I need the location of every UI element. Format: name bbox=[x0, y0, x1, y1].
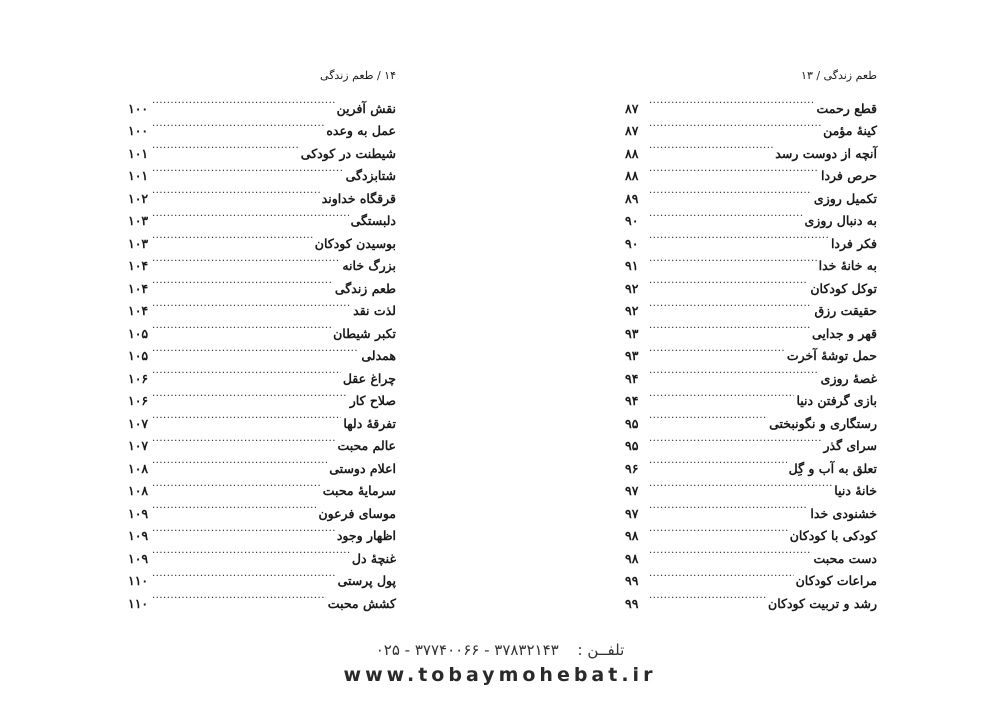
toc-entry-page: ۱۰۱ bbox=[128, 168, 149, 183]
toc-list bbox=[625, 90, 877, 611]
dot-leader bbox=[649, 360, 819, 383]
dot-leader bbox=[649, 563, 794, 586]
toc-entry-page: ۱۰۶ bbox=[128, 393, 149, 408]
toc-entry-title: غنچهٔ دل bbox=[351, 550, 396, 566]
toc-entry-title: اظهار وجود bbox=[336, 528, 396, 543]
dot-leader bbox=[152, 495, 316, 518]
toc-entry-page: ۱۰۸ bbox=[128, 460, 149, 476]
dot-leader bbox=[649, 315, 810, 338]
toc-entry-page: ۱۰۷ bbox=[128, 438, 149, 453]
toc-entry-title: آنچه از دوست رسد bbox=[775, 145, 877, 161]
toc-entry-page: ۱۰۹ bbox=[128, 550, 149, 566]
dot-leader bbox=[649, 518, 788, 541]
toc-entry-title: عمل به وعده bbox=[326, 123, 396, 138]
toc-entry-page: ۹۵ bbox=[625, 438, 639, 453]
toc-entry-page: ۱۰۵ bbox=[128, 325, 149, 341]
toc-entry-title: کودکی با کودکان bbox=[789, 528, 877, 543]
toc-entry-title: به دنبال روزی bbox=[804, 213, 877, 228]
toc-entry-title: چراغ عقل bbox=[342, 370, 396, 386]
toc-entry-page: ۹۴ bbox=[625, 370, 639, 386]
toc-entry-page: ۱۰۷ bbox=[128, 415, 149, 431]
toc-entry-title: قرقگاه خداوند bbox=[321, 190, 396, 206]
toc-entry-title: تکمیل روزی bbox=[813, 190, 877, 206]
toc-entry-title: عالم محبت bbox=[337, 438, 396, 453]
dot-leader bbox=[152, 90, 335, 113]
toc-entry-page: ۱۰۴ bbox=[128, 280, 149, 296]
toc-entry-page: ۸۹ bbox=[625, 190, 639, 206]
dot-leader bbox=[152, 450, 327, 473]
toc-entry-page: ۸۸ bbox=[625, 168, 639, 183]
toc-entry-page: ۹۳ bbox=[625, 348, 639, 363]
dot-leader bbox=[152, 203, 349, 226]
dot-leader bbox=[152, 473, 321, 496]
dot-leader bbox=[649, 203, 803, 226]
toc-entry-title: مراعات کودکان bbox=[795, 573, 877, 588]
toc-entry-title: رستگاری و نگونبختی bbox=[769, 415, 877, 431]
toc-entry-page: ۱۰۳ bbox=[128, 213, 149, 228]
toc-entry-title: شتابزدگی bbox=[345, 168, 396, 183]
dot-leader bbox=[152, 428, 335, 451]
toc-entry-title: تفرقهٔ دلها bbox=[343, 415, 396, 431]
dot-leader bbox=[152, 270, 333, 293]
page-header: ۱۴ / طعم زندگی bbox=[320, 69, 396, 82]
toc-entry-page: ۱۰۴ bbox=[128, 303, 149, 318]
toc-entry-page: ۹۸ bbox=[625, 550, 639, 566]
dot-leader bbox=[152, 180, 320, 203]
toc-entry-title: حقیقت رزق bbox=[814, 303, 877, 318]
dot-leader bbox=[152, 248, 340, 271]
toc-entry-page: ۹۷ bbox=[625, 483, 639, 498]
toc-entry-page: ۱۰۶ bbox=[128, 370, 149, 386]
toc-entry-title: همدلی bbox=[361, 348, 396, 363]
toc-entry-title: سرای گذر bbox=[823, 438, 877, 453]
dot-leader bbox=[152, 405, 341, 428]
toc-entry bbox=[625, 90, 877, 116]
toc-entry-title: دلبستگی bbox=[350, 213, 396, 228]
toc-entry-title: قطع رحمت bbox=[816, 100, 877, 116]
dot-leader bbox=[152, 293, 351, 316]
toc-entry-title: نقش آفرین bbox=[336, 100, 396, 116]
toc-entry-title: طعم زندگی bbox=[334, 280, 396, 296]
toc-entry-page: ۱۰۸ bbox=[128, 483, 149, 498]
toc-entry-title: پول پرستی bbox=[337, 573, 396, 588]
dot-leader bbox=[649, 113, 821, 136]
toc-entry-title: موسای فرعون bbox=[318, 505, 396, 521]
toc-entry-page: ۹۴ bbox=[625, 393, 639, 408]
dot-leader bbox=[152, 563, 336, 586]
toc-entry-title: فکر فردا bbox=[830, 235, 877, 251]
dot-leader bbox=[152, 585, 326, 608]
toc-entry-title: حمل توشهٔ آخرت bbox=[786, 348, 877, 363]
toc-entry bbox=[128, 338, 396, 361]
right-page bbox=[625, 68, 877, 611]
toc-entry-page: ۹۰ bbox=[625, 235, 639, 251]
dot-leader bbox=[152, 383, 348, 406]
toc-entry-page: ۱۱۰ bbox=[128, 573, 149, 588]
toc-entry-title: به خانهٔ خدا bbox=[818, 258, 877, 273]
toc-entry-page: ۹۳ bbox=[625, 325, 639, 341]
dot-leader bbox=[649, 270, 808, 293]
toc-entry-title: لذت نقد bbox=[353, 303, 396, 318]
toc-entry-title: اعلام دوستی bbox=[329, 460, 396, 476]
dot-leader bbox=[152, 225, 313, 248]
footer-phone bbox=[0, 641, 1000, 659]
toc-entry-page: ۹۵ bbox=[625, 415, 639, 431]
toc-entry-page: ۱۰۰ bbox=[128, 100, 149, 116]
dot-leader bbox=[649, 338, 785, 361]
dot-leader bbox=[649, 495, 808, 518]
toc-entry-page: ۹۹ bbox=[625, 573, 639, 588]
dot-leader bbox=[152, 360, 341, 383]
left-page bbox=[128, 68, 396, 611]
dot-leader bbox=[649, 428, 821, 451]
phone-label: تلفــن : bbox=[577, 641, 625, 659]
toc-entry-title: دست محبت bbox=[813, 550, 877, 566]
toc-entry-title: توکل کودکان bbox=[810, 280, 877, 296]
toc-entry-page: ۱۰۹ bbox=[128, 528, 149, 543]
toc-entry-page: ۱۰۱ bbox=[128, 145, 149, 161]
toc-entry-page: ۹۱ bbox=[625, 258, 639, 273]
toc-entry-title: شیطنت در کودکی bbox=[300, 145, 396, 161]
dot-leader bbox=[152, 338, 359, 361]
toc-entry-page: ۱۰۰ bbox=[128, 123, 149, 138]
toc-entry-page: ۱۰۳ bbox=[128, 235, 149, 251]
toc-entry-title: بوسیدن کودکان bbox=[314, 235, 396, 251]
toc-entry-page: ۹۰ bbox=[625, 213, 639, 228]
toc-entry-title: خشنودی خدا bbox=[810, 505, 877, 521]
toc-list bbox=[128, 90, 396, 611]
toc-entry-title: صلاح کار bbox=[349, 393, 396, 408]
toc-entry-title: بزرگ خانه bbox=[342, 258, 396, 273]
dot-leader bbox=[152, 518, 335, 541]
toc-entry-page: ۸۷ bbox=[625, 123, 639, 138]
phone-numbers: ۳۷۸۳۲۱۴۳ - ۳۷۷۴۰۰۶۶ - ۰۲۵ bbox=[375, 641, 559, 659]
dot-leader bbox=[649, 135, 773, 158]
dot-leader bbox=[649, 383, 794, 406]
dot-leader bbox=[152, 540, 350, 563]
toc-entry-page: ۹۶ bbox=[625, 460, 639, 476]
dot-leader bbox=[649, 248, 817, 271]
dot-leader bbox=[152, 135, 299, 158]
toc-entry-title: تعلق به آب و گِل bbox=[788, 460, 877, 476]
toc-entry-page: ۱۰۲ bbox=[128, 190, 149, 206]
dot-leader bbox=[649, 405, 767, 428]
footer-website[interactable]: www.tobaymohebat.ir bbox=[343, 664, 657, 686]
toc-entry bbox=[128, 90, 396, 116]
dot-leader bbox=[152, 158, 344, 181]
toc-entry-page: ۹۹ bbox=[625, 595, 639, 611]
dot-leader bbox=[649, 540, 812, 563]
toc-entry-title: بازی گرفتن دنیا bbox=[796, 393, 877, 408]
toc-entry-page: ۸۸ bbox=[625, 145, 639, 161]
toc-entry-title: حرص فردا bbox=[821, 168, 877, 183]
toc-entry-page: ۱۰۴ bbox=[128, 258, 149, 273]
toc-entry-page: ۹۸ bbox=[625, 528, 639, 543]
toc-entry-page: ۱۱۰ bbox=[128, 595, 149, 611]
dot-leader bbox=[152, 315, 331, 338]
toc-entry-page: ۱۰۹ bbox=[128, 505, 149, 521]
toc-entry bbox=[128, 360, 396, 386]
dot-leader bbox=[152, 113, 324, 136]
dot-leader bbox=[649, 225, 829, 248]
toc-entry-page: ۱۰۵ bbox=[128, 348, 149, 363]
dot-leader bbox=[649, 293, 812, 316]
page-header: طعم زندگی / ۱۳ bbox=[801, 69, 877, 82]
dot-leader bbox=[649, 473, 832, 496]
dot-leader bbox=[649, 90, 815, 113]
toc-entry-page: ۹۷ bbox=[625, 505, 639, 521]
dot-leader bbox=[649, 180, 812, 203]
toc-entry-page: ۸۷ bbox=[625, 100, 639, 116]
toc-entry-page: ۹۲ bbox=[625, 280, 639, 296]
toc-entry-title: کینهٔ مؤمن bbox=[823, 123, 877, 138]
toc-entry-title: کشش محبت bbox=[327, 595, 396, 611]
toc-entry-title: رشد و تربیت کودکان bbox=[768, 595, 877, 611]
dot-leader bbox=[649, 450, 787, 473]
toc-entry-title: خانهٔ دنیا bbox=[834, 483, 877, 498]
dot-leader bbox=[649, 585, 766, 608]
toc-entry-title: قهر و جدایی bbox=[811, 325, 877, 341]
dot-leader bbox=[649, 158, 819, 181]
toc-entry-page: ۹۲ bbox=[625, 303, 639, 318]
toc-entry-title: غصهٔ روزی bbox=[820, 370, 877, 386]
toc-entry-title: تکبر شیطان bbox=[333, 325, 396, 341]
toc-entry-title: سرمایهٔ محبت bbox=[322, 483, 396, 498]
